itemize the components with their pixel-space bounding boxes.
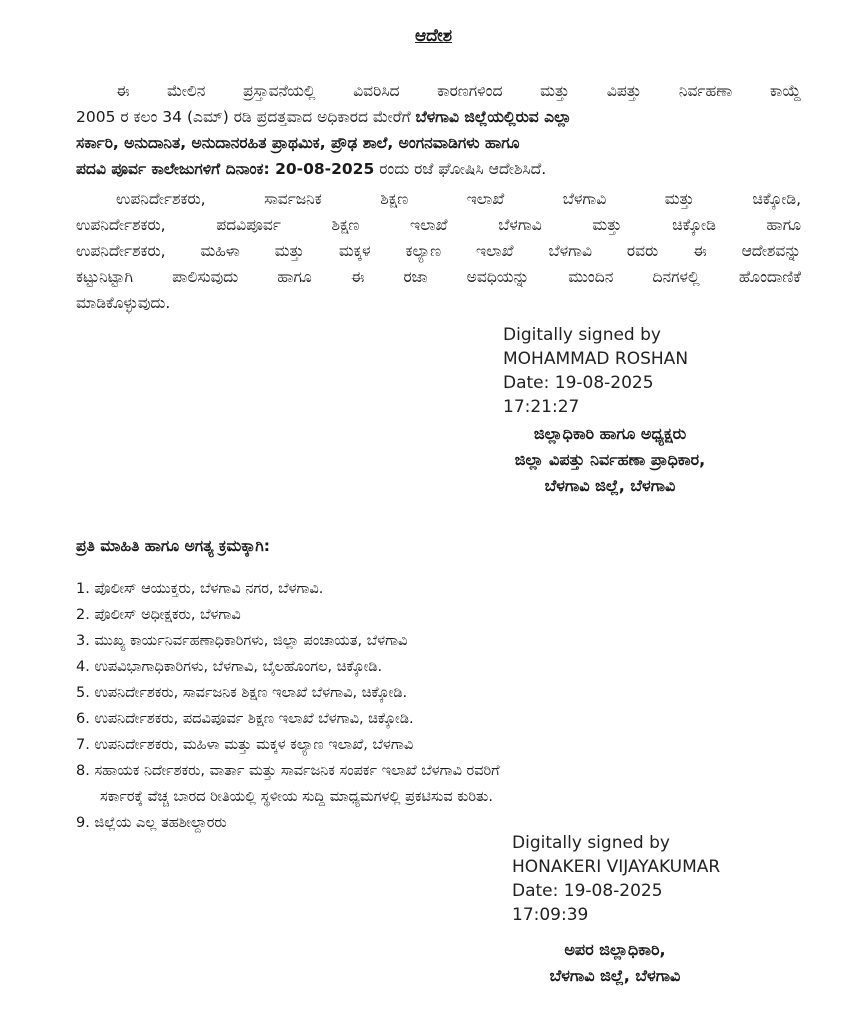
list-item-number: 3. xyxy=(76,633,90,649)
list-item xyxy=(76,680,796,706)
list-item-number: 6. xyxy=(76,711,90,727)
paragraph-bold-text: ಪದವಿ ಪೂರ್ವ ಕಾಲೇಜುಗಳಿಗೆ ದಿನಾಂಕ: 20-08-2025 xyxy=(76,160,375,178)
paragraph-line: ಉಪನಿರ್ದೇಶಕರು, ಸಾರ್ವಜನಿಕ ಶಿಕ್ಷಣ ಇಲಾಖೆ ಬೆಳಗಾವಿ ಮತ್ತು ಚಿಕ್ಕೋಡಿ, xyxy=(116,190,801,208)
list-item-text: ಉಪನಿರ್ದೇಶಕರು, ಸಾರ್ವಜನಿಕ ಶಿಕ್ಷಣ ಇಲಾಖೆ ಬೆಳಗಾವಿ, ಚಿಕ್ಕೋಡಿ. xyxy=(94,685,408,701)
paragraph-line xyxy=(76,104,801,130)
paragraph-text: 2005 ರ ಕಲಂ 34 (ಎಮ್) ರಡಿ ಪ್ರದತ್ತವಾದ ಅಧಿಕಾರದ ಮೇರೆಗೆ xyxy=(76,108,411,126)
signature-time: 17:09:39 xyxy=(512,905,589,925)
list-item xyxy=(76,628,796,654)
office-line: ಬೆಳಗಾವಿ ಜಿಲ್ಲೆ, ಬೆಳಗಾವಿ xyxy=(544,476,676,495)
paragraph-line: ಕಟ್ಟುನಿಟ್ಟಾಗಿ ಪಾಲಿಸುವುದು ಹಾಗೂ ಈ ರಜಾ ಅವಧಿಯನ್ನು ಮುಂದಿನ ದಿನಗಳಲ್ಲಿ ಹೊಂದಾಣಿಕೆ xyxy=(76,268,801,286)
list-item xyxy=(76,576,796,602)
signature-date: Date: 19-08-2025 xyxy=(512,881,663,901)
list-item-text: ಉಪವಿಭಾಗಾಧಿಕಾರಿಗಳು, ಬೆಳಗಾವಿ, ಬೈಲಹೊಂಗಲ, ಚಿಕ್ಕೋಡಿ. xyxy=(94,659,383,675)
list-item-text: ಪೊಲೀಸ್ ಅಧೀಕ್ಷಕರು, ಬೆಳಗಾವಿ xyxy=(94,607,241,623)
signature-label: Digitally signed by xyxy=(512,833,670,853)
list-item-number: 7. xyxy=(76,737,90,753)
copy-to-list xyxy=(76,576,796,836)
list-item xyxy=(76,706,796,732)
list-item xyxy=(76,758,796,810)
paragraph-line: ಮಾಡಿಕೊಳ್ಳುವುದು. xyxy=(76,294,171,312)
office-line: ಜಿಲ್ಲಾ ವಿಪತ್ತು ನಿರ್ವಹಣಾ ಪ್ರಾಧಿಕಾರ, xyxy=(514,450,706,469)
issuing-office-2 xyxy=(470,937,760,989)
list-item-text: ಮುಖ್ಯ ಕಾರ್ಯನಿರ್ವಹಣಾಧಿಕಾರಿಗಳು, ಜಿಲ್ಲಾ ಪಂಚಾಯತ, ಬೆಳಗಾವಿ xyxy=(94,633,408,649)
list-item xyxy=(76,654,796,680)
list-item-text: ಸಹಾಯಕ ನಿರ್ದೇಶಕರು, ವಾರ್ತಾ ಮತ್ತು ಸಾರ್ವಜನಿಕ ಸಂಪರ್ಕ ಇಲಾಖೆ ಬೆಳಗಾವಿ ರವರಿಗೆ xyxy=(94,763,500,779)
list-item-number: 9. xyxy=(76,815,90,831)
office-line: ಅಪರ ಜಿಲ್ಲಾಧಿಕಾರಿ, xyxy=(564,940,666,959)
list-item-text: ಜಿಲ್ಲೆಯ ಎಲ್ಲ ತಹಶೀಲ್ದಾರರು xyxy=(94,815,227,831)
list-item-number: 5. xyxy=(76,685,90,701)
signer-name: HONAKERI VIJAYAKUMAR xyxy=(512,857,721,877)
order-paragraph xyxy=(76,78,801,182)
signer-name: MOHAMMAD ROSHAN xyxy=(503,349,689,369)
paragraph-line xyxy=(76,156,801,182)
paragraph-line: ಉಪನಿರ್ದೇಶಕರು, ಪದವಿಪೂರ್ವ ಶಿಕ್ಷಣ ಇಲಾಖೆ ಬೆಳಗಾವಿ ಮತ್ತು ಚಿಕ್ಕೋಡಿ ಹಾಗೂ xyxy=(76,216,801,234)
list-item xyxy=(76,732,796,758)
list-item-text: ಉಪನಿರ್ದೇಶಕರು, ಪದವಿಪೂರ್ವ ಶಿಕ್ಷಣ ಇಲಾಖೆ ಬೆಳಗಾವಿ, ಚಿಕ್ಕೋಡಿ. xyxy=(94,711,414,727)
paragraph-bold-text: ಬೆಳಗಾವಿ ಜಿಲ್ಲೆಯಲ್ಲಿರುವ ಎಲ್ಲಾ xyxy=(415,108,572,126)
signature-date: Date: 19-08-2025 xyxy=(503,373,654,393)
paragraph-line: ಈ ಮೇಲಿನ ಪ್ರಸ್ತಾವನೆಯಲ್ಲಿ ವಿವರಿಸಿದ ಕಾರಣಗಳಿಂದ ಮತ್ತು ವಿಪತ್ತು ನಿರ್ವಹಣಾ ಕಾಯ್ದೆ xyxy=(116,82,801,100)
office-line: ಬೆಳಗಾವಿ ಜಿಲ್ಲೆ, ಬೆಳಗಾವಿ xyxy=(549,966,681,985)
paragraph-text: ರಂದು ರಜೆ ಘೋಷಿಸಿ ಆದೇಶಿಸಿದೆ. xyxy=(379,160,547,178)
directive-paragraph xyxy=(76,186,801,316)
office-line: ಜಿಲ್ಲಾಧಿಕಾರಿ ಹಾಗೂ ಅಧ್ಯಕ್ಷರು xyxy=(533,424,687,443)
list-item-number: 1. xyxy=(76,581,90,597)
issuing-office-1 xyxy=(420,421,800,499)
copy-to-heading: ಪ್ರತಿ ಮಾಹಿತಿ ಹಾಗೂ ಅಗತ್ಯ ಕ್ರಮಕ್ಕಾಗಿ: xyxy=(76,537,270,555)
digital-signature-1 xyxy=(503,323,688,419)
list-item-number: 4. xyxy=(76,659,90,675)
list-item-continuation: ಸರ್ಕಾರಕ್ಕೆ ವೆಚ್ಚ ಬಾರದ ರೀತಿಯಲ್ಲಿ ಸ್ಥಳೀಯ ಸುದ್ದಿ ಮಾಧ್ಯಮಗಳಲ್ಲಿ ಪ್ರಕಟಿಸುವ ಕುರಿತು. xyxy=(100,789,493,805)
list-item-text: ಉಪನಿರ್ದೇಶಕರು, ಮಹಿಳಾ ಮತ್ತು ಮಕ್ಕಳ ಕಲ್ಯಾಣ ಇಲಾಖೆ, ಬೆಳಗಾವಿ xyxy=(94,737,414,753)
list-item-number: 8. xyxy=(76,763,90,779)
list-item xyxy=(76,602,796,628)
digital-signature-2 xyxy=(512,831,720,927)
signature-time: 17:21:27 xyxy=(503,397,580,417)
list-item-text: ಪೊಲೀಸ್ ಆಯುಕ್ತರು, ಬೆಳಗಾವಿ ನಗರ, ಬೆಳಗಾವಿ. xyxy=(94,581,324,597)
paragraph-line: ಸರ್ಕಾರಿ, ಅನುದಾನಿತ, ಅನುದಾನರಹಿತ ಪ್ರಾಥಮಿಕ, ಪ್ರೌಢ ಶಾಲೆ, ಅಂಗನವಾಡಿಗಳು ಹಾಗೂ xyxy=(76,134,520,152)
document-title: ಆದೇಶ xyxy=(414,26,453,46)
signature-label: Digitally signed by xyxy=(503,325,661,345)
list-item-number: 2. xyxy=(76,607,90,623)
paragraph-line: ಉಪನಿರ್ದೇಶಕರು, ಮಹಿಳಾ ಮತ್ತು ಮಕ್ಕಳ ಕಲ್ಯಾಣ ಇಲಾಖೆ ಬೆಳಗಾವಿ ರವರು ಈ ಆದೇಶವನ್ನು xyxy=(76,242,801,260)
